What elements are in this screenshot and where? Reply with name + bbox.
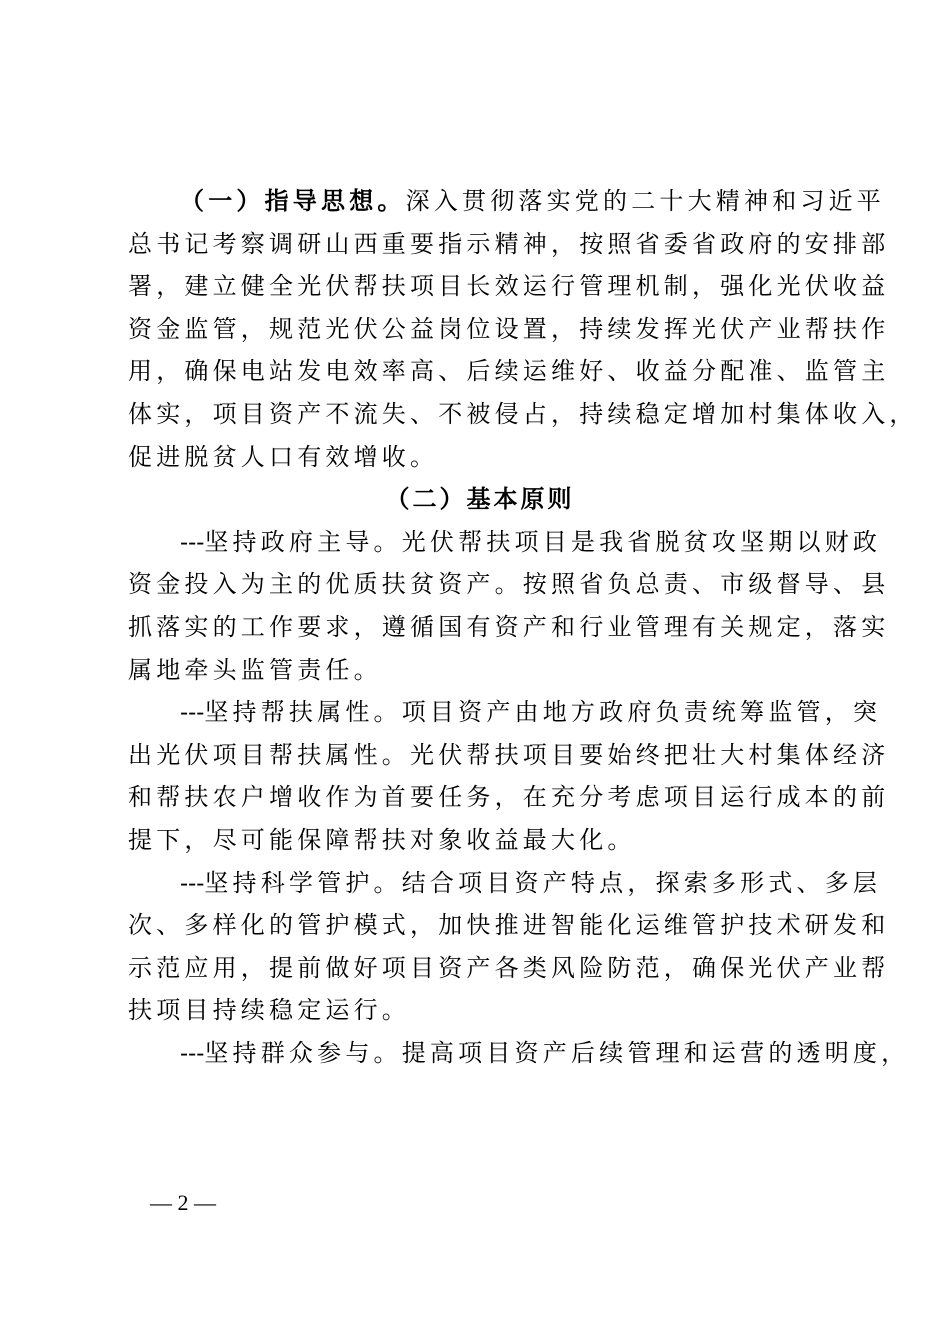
- dash-prefix: ---: [180, 698, 205, 727]
- paragraph-line: 体实，项目资产不流失、不被侵占，持续稳定增加村集体收入，: [128, 399, 918, 428]
- paragraph-line: 署，建立健全光伏帮扶项目长效运行管理机制，强化光伏收益: [128, 272, 890, 301]
- paragraph-line: [128, 862, 882, 905]
- paragraph-line: 次、多样化的管护模式，加快推进智能化运维管护技术研发和: [128, 911, 890, 940]
- paragraph-line: 属地牵头监管责任。: [128, 655, 382, 684]
- text-run: 坚持群众参与。提高项目资产后续管理和运营的透明度，: [204, 1038, 910, 1067]
- section-heading: （一）指导思想。: [180, 186, 406, 215]
- paragraph-line: 总书记考察调研山西重要指示精神，按照省委省政府的安排部: [128, 229, 890, 258]
- text-run: 坚持政府主导。光伏帮扶项目是我省脱贫攻坚期以财政: [204, 527, 882, 556]
- paragraph-line: 促进脱贫人口有效增收。: [128, 442, 439, 471]
- paragraph-line: 资金监管，规范光伏公益岗位设置，持续发挥光伏产业帮扶作: [128, 314, 890, 343]
- dash-prefix: ---: [180, 1038, 205, 1067]
- paragraph-line: [128, 1032, 910, 1075]
- dash-prefix: ---: [180, 868, 205, 897]
- paragraph-line: [128, 521, 882, 564]
- text-run: 深入贯彻落实党的二十大精神和习近平: [405, 187, 886, 215]
- page-number: — 2 —: [150, 1190, 216, 1215]
- section-subtitle: （二）基本原则: [385, 484, 575, 514]
- dash-prefix: ---: [180, 527, 205, 556]
- paragraph-line: [128, 691, 882, 734]
- paragraph-line: 和帮扶农户增收作为首要任务，在充分考虑项目运行成本的前: [128, 783, 890, 812]
- body-text: [128, 180, 918, 1074]
- paragraph-line: 提下，尽可能保障帮扶对象收益最大化。: [128, 825, 636, 854]
- paragraph-line: 抓落实的工作要求，遵循国有资产和行业管理有关规定，落实: [128, 612, 890, 641]
- paragraph-line: 用，确保电站发电效率高、后续运维好、收益分配准、监管主: [128, 357, 890, 386]
- text-run: 坚持帮扶属性。项目资产由地方政府负责统筹监管，突: [204, 698, 882, 727]
- paragraph-line: [128, 180, 886, 223]
- paragraph-line: 资金投入为主的优质扶贫资产。按照省负总责、市级督导、县: [128, 570, 890, 599]
- text-run: 坚持科学管护。结合项目资产特点，探索多形式、多层: [204, 868, 882, 897]
- paragraph-line: 示范应用，提前做好项目资产各类风险防范，确保光伏产业帮: [128, 953, 890, 982]
- paragraph-line: 出光伏项目帮扶属性。光伏帮扶项目要始终把壮大村集体经济: [128, 740, 890, 769]
- paragraph-line: 扶项目持续稳定运行。: [128, 996, 410, 1025]
